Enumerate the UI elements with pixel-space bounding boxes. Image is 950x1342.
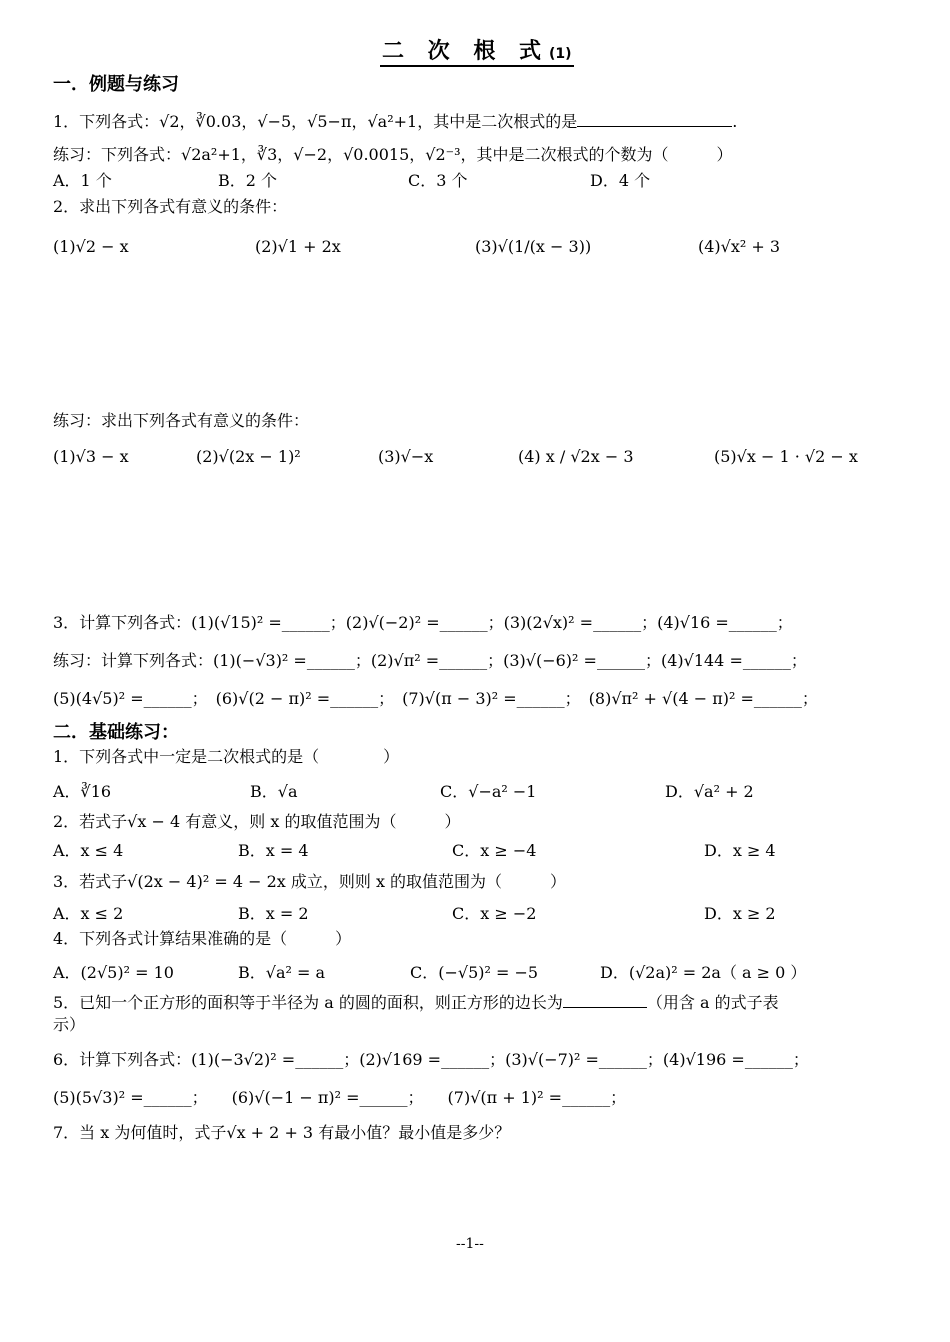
basic-q1-option-b: B．√a: [250, 782, 298, 801]
basic-q1-option-d: D．√a² + 2: [665, 782, 754, 801]
option-c: C．3 个: [408, 171, 468, 190]
basic-q6-cont: (5)(5√3)² =______； (6)√(−1 − π)² =______； (7)√(π + 1)² =______；: [53, 1088, 627, 1107]
q2p-item-4: (4) x / √2x − 3: [518, 447, 634, 466]
page-title: [380, 34, 574, 67]
q2-item-4: (4)√x² + 3: [698, 237, 781, 256]
question-1-text: 1．下列各式：√2，∛0.03，√−5，√5−π，√a²+1，其中是二次根式的是: [53, 112, 578, 131]
question-2: 2．求出下列各式有意义的条件：: [53, 197, 288, 216]
basic-q1-option-c: C．√−a² −1: [440, 782, 537, 801]
question-1: 1．下列各式：√2，∛0.03，√−5，√5−π，√a²+1，其中是二次根式的是 .: [53, 112, 738, 131]
basic-q4-option-a: A．(2√5)² = 10: [53, 963, 174, 982]
question-3: 3．计算下列各式：(1)(√15)² =______；(2)√(−2)² =______；(3)(2√x)² =______；(4)√16 =______；: [53, 613, 793, 632]
basic-q5-line2: 示）: [53, 1015, 86, 1034]
basic-q3-option-b: B．x = 2: [238, 904, 309, 923]
basic-q5-text: 5．已知一个正方形的面积等于半径为 a 的圆的面积，则正方形的边长为: [53, 993, 563, 1012]
practice-2: 练习：求出下列各式有意义的条件：: [53, 411, 310, 430]
basic-q4-option-c: C．(−√5)² = −5: [410, 963, 539, 982]
basic-q4: 4．下列各式计算结果准确的是（ ）: [53, 929, 352, 948]
basic-q3-option-c: C．x ≥ −2: [452, 904, 537, 923]
basic-q1: 1．下列各式中一定是二次根式的是（ ）: [53, 747, 400, 766]
basic-q2: 2．若式子√x − 4 有意义，则 x 的取值范围为（ ）: [53, 812, 461, 831]
page-number: --1--: [456, 1236, 484, 1252]
practice-3: 练习：计算下列各式：(1)(−√3)² =______；(2)√π² =______；(3)√(−6)² =______；(4)√144 =______；: [53, 651, 807, 670]
basic-q5: [53, 991, 779, 1014]
q2p-item-5: (5)√x − 1 · √2 − x: [714, 447, 858, 466]
basic-q7: 7．当 x 为何值时，式子√x + 2 + 3 有最小值？最小值是多少？: [53, 1123, 511, 1142]
basic-q4-option-b: B．√a² = a: [238, 963, 326, 982]
basic-q2-option-d: D．x ≥ 4: [704, 841, 776, 860]
option-b: B．2 个: [218, 171, 278, 190]
basic-q3-option-d: D．x ≥ 2: [704, 904, 776, 923]
q2p-item-2: (2)√(2x − 1)²: [196, 447, 301, 466]
q2-item-3: (3)√(1/(x − 3)): [475, 237, 592, 256]
q2p-item-3: (3)√−x: [378, 447, 434, 466]
option-a: A．1 个: [53, 171, 112, 190]
q2-item-2: (2)√1 + 2x: [255, 237, 341, 256]
basic-q4-option-d: D．(√2a)² = 2a（ a ≥ 0 ）: [600, 963, 807, 982]
title-text: 二 次 根 式: [382, 39, 549, 64]
title-subtitle: (1): [548, 46, 572, 62]
q2-item-1: (1)√2 − x: [53, 237, 129, 256]
section-heading-1: 一．例题与练习: [53, 74, 179, 95]
basic-q6: 6．计算下列各式：(1)(−3√2)² =______；(2)√169 =______；(3)√(−7)² =______；(4)√196 =______；: [53, 1050, 809, 1069]
answer-blank: [563, 991, 647, 1008]
section-heading-2: 二．基础练习：: [53, 722, 179, 743]
q2p-item-1: (1)√3 − x: [53, 447, 129, 466]
basic-q2-option-a: A．x ≤ 4: [53, 841, 124, 860]
basic-q3-option-a: A．x ≤ 2: [53, 904, 124, 923]
basic-q3: 3．若式子√(2x − 4)² = 4 − 2x 成立，则则 x 的取值范围为（ ）: [53, 872, 567, 891]
answer-blank: [577, 110, 732, 127]
practice-1: 练习：下列各式：√2a²+1，∛3，√−2，√0.0015，√2⁻³，其中是二次根式的个数为（ ）: [53, 145, 733, 164]
option-d: D．4 个: [590, 171, 651, 190]
basic-q2-option-c: C．x ≥ −4: [452, 841, 537, 860]
basic-q2-option-b: B．x = 4: [238, 841, 309, 860]
practice-3-cont: (5)(4√5)² =______； (6)√(2 − π)² =______； (7)√(π − 3)² =______； (8)√π² + √(4 − π)² =______；: [53, 689, 818, 708]
basic-q1-option-a: A．∛16: [53, 782, 112, 801]
basic-q5-text-cont: （用含 a 的式子表: [646, 993, 779, 1012]
